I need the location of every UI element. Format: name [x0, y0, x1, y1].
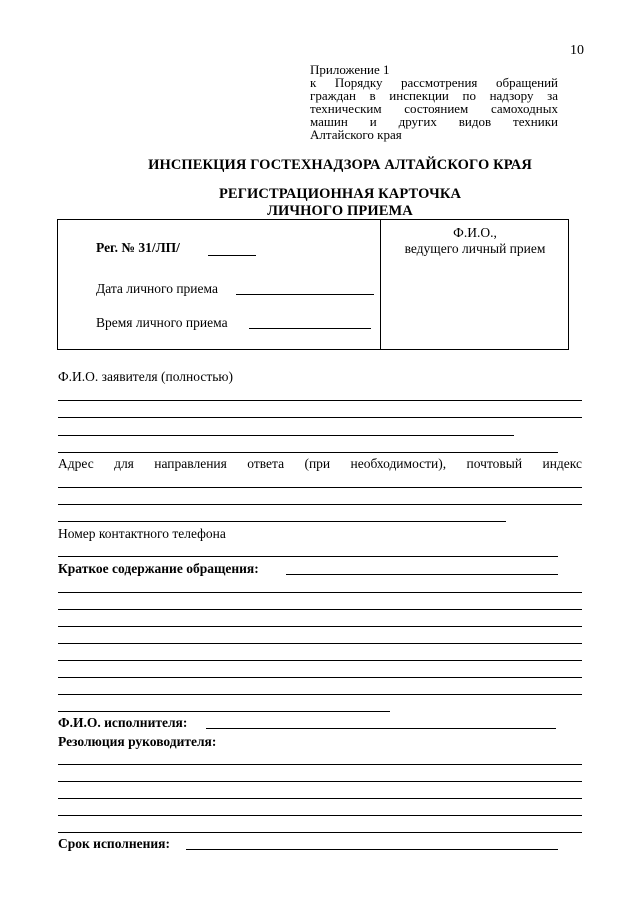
- appendix-line: техническим состоянием самоходных: [310, 101, 558, 116]
- summary-line[interactable]: [58, 711, 390, 712]
- organization-heading: ИНСПЕКЦИЯ ГОСТЕХНАДЗОРА АЛТАЙСКОГО КРАЯ: [148, 157, 532, 173]
- applicant-name-label: Ф.И.О. заявителя (полностью): [58, 369, 233, 384]
- phone-line[interactable]: [58, 556, 558, 557]
- resolution-line[interactable]: [58, 832, 582, 833]
- resolution-line[interactable]: [58, 815, 582, 816]
- resolution-line[interactable]: [58, 764, 582, 765]
- applicant-name-line[interactable]: [58, 417, 582, 418]
- time-label: Время личного приема: [96, 315, 228, 330]
- applicant-name-line[interactable]: [58, 435, 514, 436]
- address-line[interactable]: [58, 487, 582, 488]
- appendix-line: граждан в инспекции по надзору за: [310, 88, 558, 103]
- appendix-note: [310, 63, 558, 141]
- card-subtitle: ЛИЧНОГО ПРИЕМА: [267, 203, 413, 219]
- appendix-line: Приложение 1: [310, 62, 390, 77]
- executor-field[interactable]: [206, 728, 556, 729]
- appendix-line: машин и других видов техники: [310, 114, 558, 129]
- deadline-label: Срок исполнения:: [58, 836, 170, 851]
- executor-label: Ф.И.О. исполнителя:: [58, 715, 188, 730]
- reg-number-label: Рег. № 31/ЛП/: [96, 240, 180, 255]
- deadline-field[interactable]: [186, 849, 558, 850]
- summary-line[interactable]: [58, 694, 582, 695]
- applicant-name-line[interactable]: [58, 452, 558, 453]
- summary-line[interactable]: [58, 677, 582, 678]
- resolution-line[interactable]: [58, 781, 582, 782]
- card-title: РЕГИСТРАЦИОННАЯ КАРТОЧКА: [218, 186, 462, 202]
- summary-label: Краткое содержание обращения:: [58, 561, 259, 576]
- summary-line[interactable]: [58, 626, 582, 627]
- time-field[interactable]: [249, 328, 371, 329]
- date-label: Дата личного приема: [96, 281, 218, 296]
- summary-line[interactable]: [58, 609, 582, 610]
- page-number: 10: [570, 43, 584, 58]
- official-label-2: ведущего личный прием: [404, 241, 546, 256]
- summary-line[interactable]: [58, 643, 582, 644]
- appendix-line: к Порядку рассмотрения обращений: [310, 75, 558, 90]
- summary-line[interactable]: [58, 660, 582, 661]
- date-field[interactable]: [236, 294, 374, 295]
- appendix-line: Алтайского края: [310, 127, 402, 142]
- resolution-label: Резолюция руководителя:: [58, 734, 217, 749]
- address-line[interactable]: [58, 521, 506, 522]
- official-label: Ф.И.О.,: [453, 225, 497, 240]
- applicant-name-line[interactable]: [58, 400, 582, 401]
- address-label: Адрес для направления ответа (при необходимости), почтовый индекс: [58, 456, 582, 471]
- address-line[interactable]: [58, 504, 582, 505]
- reg-number-field[interactable]: [208, 255, 256, 256]
- phone-label: Номер контактного телефона: [58, 526, 226, 541]
- summary-line[interactable]: [58, 592, 582, 593]
- resolution-line[interactable]: [58, 798, 582, 799]
- summary-field[interactable]: [286, 574, 558, 575]
